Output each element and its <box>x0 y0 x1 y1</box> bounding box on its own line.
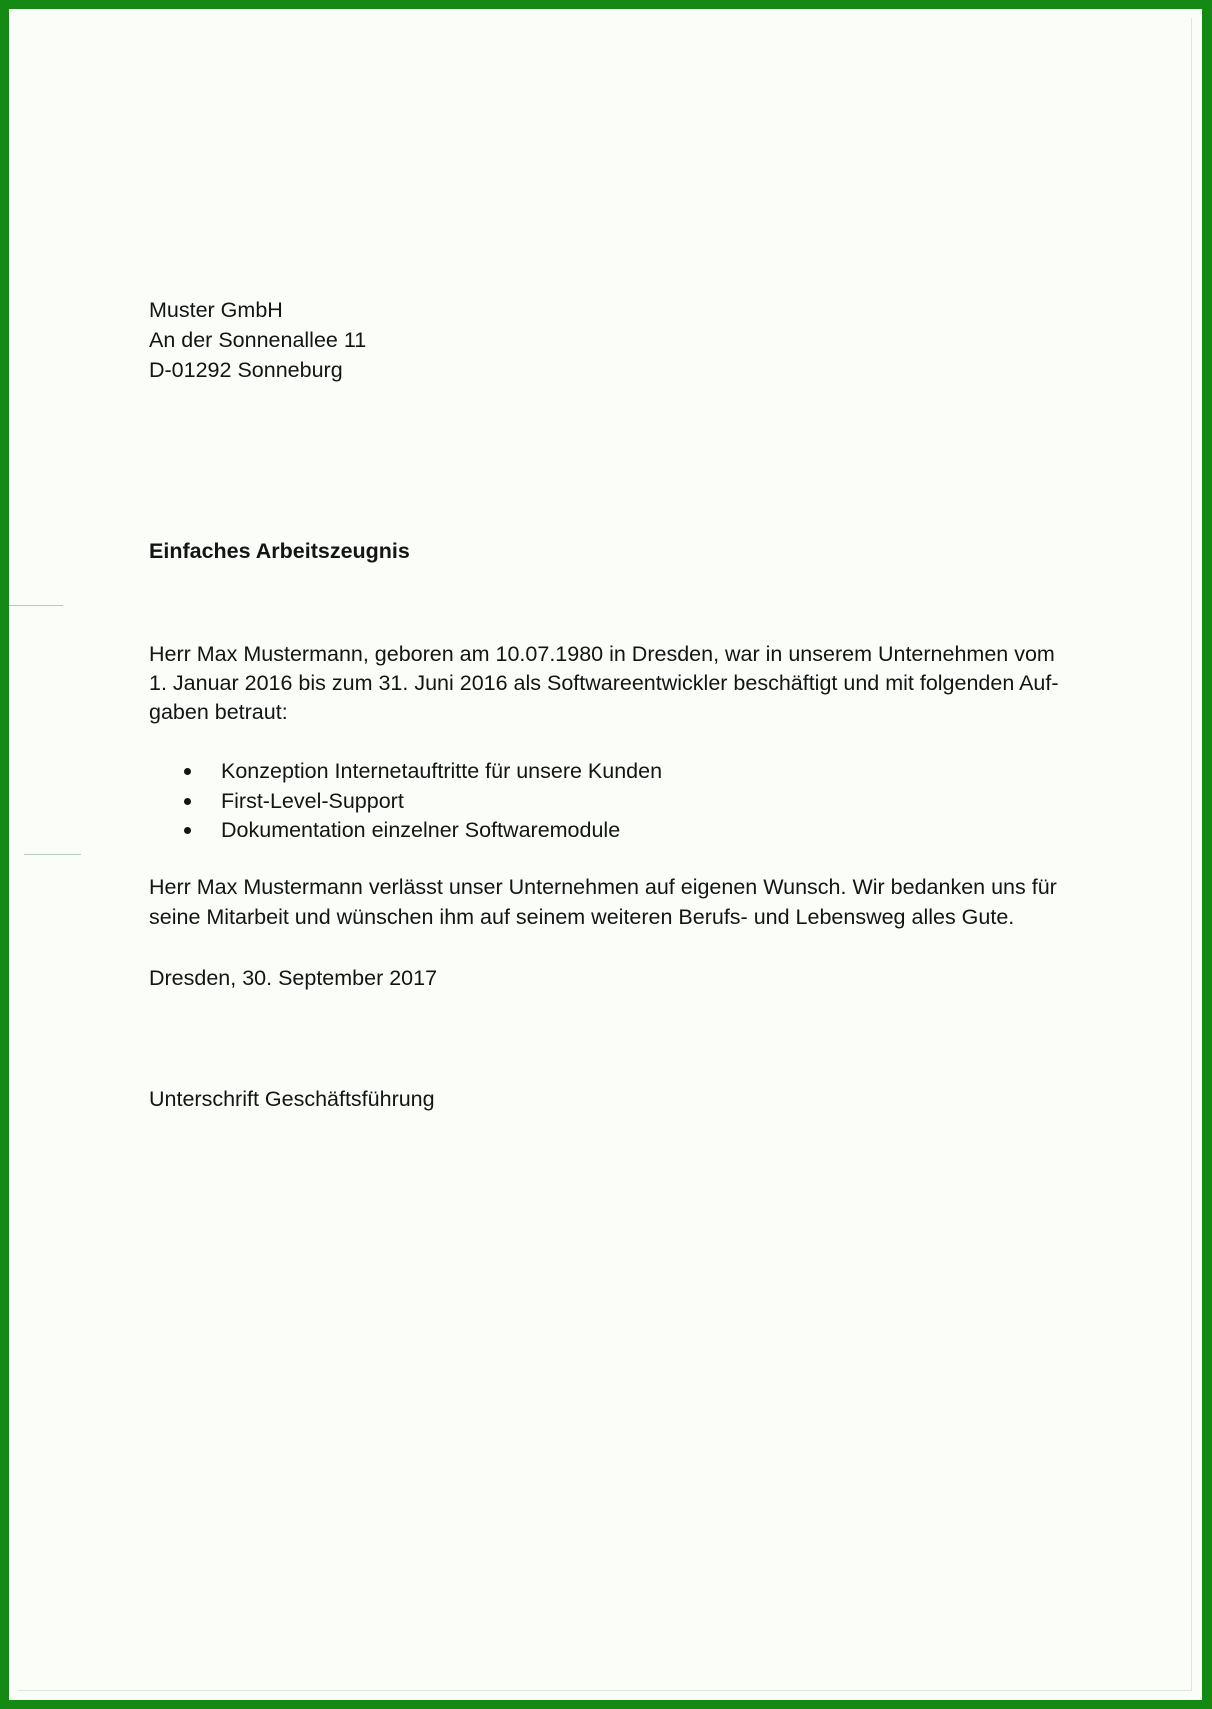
bullet-icon <box>184 768 191 775</box>
signature-line: Unterschrift Geschäftsführung <box>149 1087 435 1111</box>
sender-city: D-01292 Sonneburg <box>149 358 343 382</box>
list-item <box>180 786 662 816</box>
list-item <box>180 756 662 786</box>
intro-paragraph <box>149 639 1059 726</box>
bullet-icon <box>184 798 191 805</box>
sender-company: Muster GmbH <box>149 298 283 322</box>
closing-paragraph <box>149 872 1057 932</box>
intro-line-3: gaben betraut: <box>149 700 288 724</box>
sender-street: An der Sonnenallee 11 <box>149 328 367 352</box>
sender-address <box>149 295 366 385</box>
list-item <box>180 815 662 845</box>
document-subject: Einfaches Arbeitszeugnis <box>149 539 410 563</box>
closing-line-2: seine Mitarbeit und wünschen ihm auf seinem weiteren Berufs- und Lebensweg alles Gute. <box>149 905 1015 929</box>
task-label: First-Level-Support <box>221 788 404 813</box>
intro-line-2: 1. Januar 2016 bis zum 31. Juni 2016 als Softwareentwickler beschäftigt und mit folgenden Auf- <box>149 671 1059 695</box>
fold-mark-lower <box>24 854 81 855</box>
intro-line-1: Herr Max Mustermann, geboren am 10.07.1980 in Dresden, war in unserem Unternehmen vom <box>149 642 1055 666</box>
fold-mark-upper <box>9 605 63 606</box>
closing-line-1: Herr Max Mustermann verlässt unser Unternehmen auf eigenen Wunsch. Wir bedanken uns für <box>149 875 1057 899</box>
date-line: Dresden, 30. September 2017 <box>149 966 438 990</box>
task-label: Konzeption Internetauftritte für unsere Kunden <box>221 759 663 783</box>
task-list <box>180 756 662 845</box>
bullet-icon <box>184 827 191 834</box>
task-label: Dokumentation einzelner Softwaremodule <box>221 818 621 842</box>
page-inner-edge <box>18 18 1192 1691</box>
